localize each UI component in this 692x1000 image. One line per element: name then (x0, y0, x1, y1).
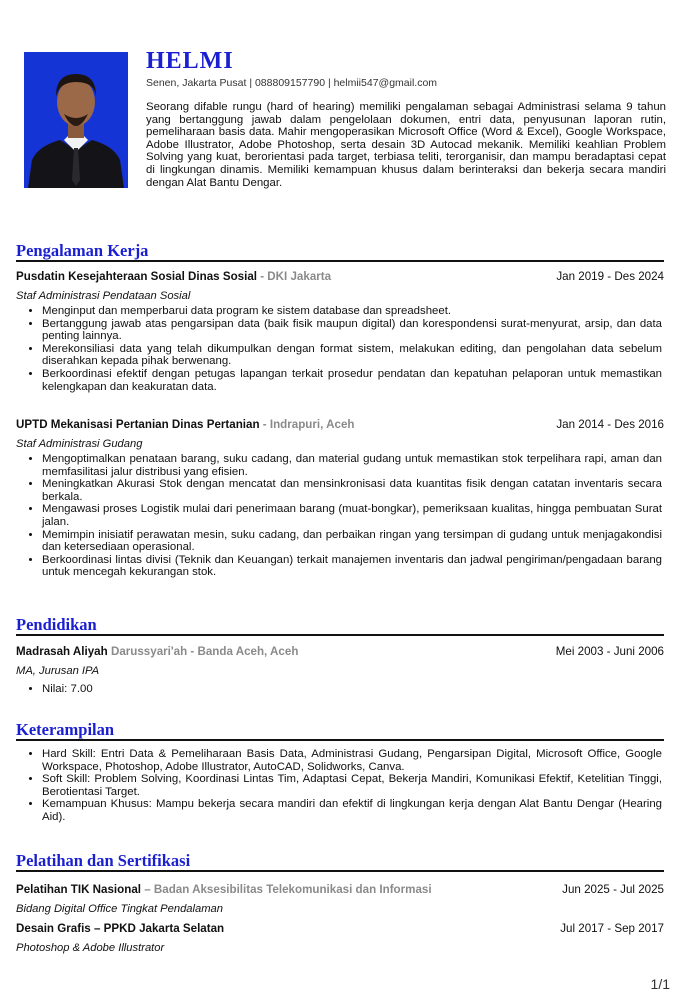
section-training-title: Pelatihan dan Sertifikasi (16, 852, 664, 872)
skills-entry (16, 748, 664, 824)
skills-bullets (16, 748, 664, 824)
section-education-title: Pendidikan (16, 616, 664, 636)
training-name: Pelatihan TIK Nasional (16, 883, 141, 896)
contact-info: Senen, Jakarta Pusat | 088809157790 | helmii547@gmail.com (146, 77, 438, 89)
job-role: Staf Administrasi Gudang (16, 438, 143, 450)
job-entry (16, 418, 664, 579)
training-date: Jun 2025 - Jul 2025 (562, 883, 664, 896)
bullet-item: • Soft Skill: Problem Solving, Koordinasi Lintas Tim, Adaptasi Cepat, Bekerja Mandiri, Komunikasi Efektif, Ketelitian Tinggi, Berotientasi Target. (42, 773, 664, 798)
training-entry (16, 883, 664, 916)
profile-header (146, 48, 666, 189)
bullet-item: • Merekonsiliasi data yang telah dikumpulkan dengan format sistem, melakukan editing, dan pengolahan data sebelum diserahkan kepada pihak berwenang. (42, 343, 664, 368)
bullet-item: • Mengoptimalkan penataan barang, suku cadang, dan material gudang untuk memastikan stok terpelihara rapi, aman dan memfasilitasi jalur distribusi yang efisien. (42, 453, 664, 478)
training-field: Bidang Digital Office Tingkat Pendalaman (16, 903, 223, 915)
education-major: MA, Jurusan IPA (16, 665, 100, 677)
job-entry (16, 270, 664, 393)
bullet-item: • Mengawasi proses Logistik mulai dari penerimaan barang (muat-bongkar), pemeriksaan kualitas, hingga pembuatan Surat jalan. (42, 503, 664, 528)
job-location: - DKI Jakarta (256, 270, 332, 283)
school-location: Darussyari'ah - Banda Aceh, Aceh (107, 645, 299, 658)
training-date: Jul 2017 - Sep 2017 (560, 922, 664, 935)
bullet-item: • Menginput dan memperbarui data program ke sistem database dan spreadsheet. (42, 305, 664, 318)
job-bullets (16, 305, 664, 393)
training-field: Photoshop & Adobe Illustrator (16, 942, 165, 954)
job-location: - Indrapuri, Aceh (259, 418, 355, 431)
education-date: Mei 2003 - Juni 2006 (555, 645, 664, 658)
bullet-item: • Bertanggung jawab atas pengarsipan data (baik fisik maupun digital) dan korespondensi surat-menyurat, arsip, dan data penting lainnya. (42, 318, 664, 343)
education-entry (16, 645, 664, 696)
training-name: Desain Grafis – PPKD Jakarta Selatan (16, 922, 225, 935)
section-skills-title: Keterampilan (16, 721, 664, 741)
education-bullets (16, 683, 664, 696)
bullet-item: • Berkoordinasi lintas divisi (Teknik dan Keuangan) terkait manajemen inventaris dan jadwal pengiriman/pengadaan barang untuk mencegah kekurangan stok. (42, 554, 664, 579)
job-date: Jan 2019 - Des 2024 (556, 270, 664, 283)
job-org: UPTD Mekanisasi Pertanian Dinas Pertanian (16, 418, 260, 431)
job-role: Staf Administrasi Pendataan Sosial (16, 290, 191, 302)
job-date: Jan 2014 - Des 2016 (556, 418, 664, 431)
job-org: Pusdatin Kesejahteraan Sosial Dinas Sosial (16, 270, 257, 283)
candidate-name: HELMI (146, 48, 234, 74)
bullet-item: • Nilai: 7.00 (42, 683, 664, 696)
section-experience-title: Pengalaman Kerja (16, 242, 664, 262)
job-bullets (16, 453, 664, 579)
bullet-item: • Hard Skill: Entri Data & Pemeliharaan Basis Data, Administrasi Gudang, Pengarsipan Digital, Microsoft Office, Google Workspace, Photoshop, Adobe Illustrator, AutoCAD, Solidworks, Canva. (42, 748, 664, 773)
profile-photo (24, 52, 128, 188)
bullet-item: • Kemampuan Khusus: Mampu bekerja secara mandiri dan efektif di lingkungan kerja dengan Alat Bantu Dengar (Hearing Aid). (42, 798, 664, 823)
page-number: 1/1 (650, 976, 670, 992)
bullet-item: • Berkoordinasi efektif dengan petugas lapangan terkait prosedur pendatan dan kepatuhan pelaporan untuk memastikan kelengkapan dan keakuratan data. (42, 368, 664, 393)
profile-summary: Seorang difable rungu (hard of hearing) memiliki pengalaman sebagai Administrasi selama 9 tahun yang bertanggung jawab dalam pengelolaan dokumen, entri data, penyusunan laporan rutin, pemeliharaan basis data. Mahir mengoperasikan Microsoft Office (Word & Excel), Google Workspace, Adobe Illustrator, Adobe Photoshop, serta desain 3D Autocad mekanik. Memiliki keahlian Problem Solving yang kuat, berorientasi pada target, terbiasa teliti, terorganisir, dan mampu beradaptasi cepat di lingkungan dinamis. Memiliki kemampuan khusus dalam berinteraksi dan bekerja secara mandiri dengan Alat Bantu Dengar. (146, 101, 666, 189)
bullet-item: • Meningkatkan Akurasi Stok dengan mencatat dan mensinkronisasi data kuantitas fisik dengan catatan inventaris secara berkala. (42, 478, 664, 503)
training-entry (16, 922, 664, 955)
school-name: Madrasah Aliyah (16, 645, 108, 658)
bullet-item: • Memimpin inisiatif perawatan mesin, suku cadang, dan perbaikan ringan yang tersimpan di gudang untuk menjagakondisi dan ketersediaan operasional. (42, 529, 664, 554)
training-provider: – Badan Aksesibilitas Telekomunikasi dan Informasi (140, 883, 432, 896)
